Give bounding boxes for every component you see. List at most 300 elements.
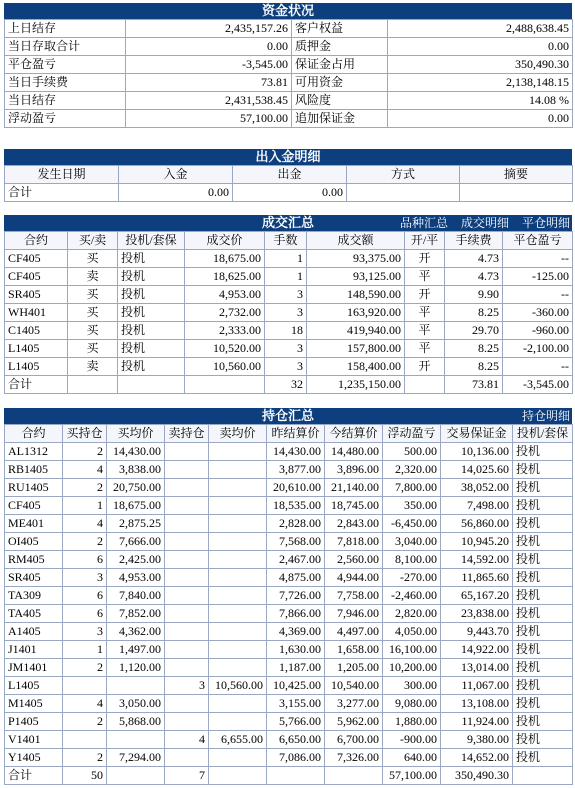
positions-cell bbox=[107, 731, 165, 749]
positions-cell: 7,498.00 bbox=[441, 497, 513, 515]
capital-value: 0.00 bbox=[126, 38, 292, 56]
table-row bbox=[5, 268, 573, 286]
positions-cell: 5,962.00 bbox=[325, 713, 383, 731]
positions-cell: 3 bbox=[63, 623, 107, 641]
positions-cell: RM405 bbox=[5, 551, 63, 569]
positions-cell: -2,460.00 bbox=[383, 587, 441, 605]
cashflow-total-summary bbox=[460, 184, 573, 202]
positions-cell bbox=[165, 497, 209, 515]
positions-cell: 7,758.00 bbox=[325, 587, 383, 605]
positions-cell: 9,443.70 bbox=[441, 623, 513, 641]
positions-table bbox=[4, 424, 573, 785]
trades-col-header: 成交额 bbox=[307, 232, 405, 250]
positions-cell: 18,675.00 bbox=[107, 497, 165, 515]
positions-cell bbox=[209, 569, 267, 587]
trades-cell: 3 bbox=[265, 340, 307, 358]
trades-cell: -960.00 bbox=[503, 322, 573, 340]
positions-cell: P1405 bbox=[5, 713, 63, 731]
positions-total-cell: 57,100.00 bbox=[383, 767, 441, 785]
cashflow-col-in: 入金 bbox=[119, 166, 233, 184]
trades-cell: 148,590.00 bbox=[307, 286, 405, 304]
trades-cell: 93,125.00 bbox=[307, 268, 405, 286]
trades-total-cell: 1,235,150.00 bbox=[307, 376, 405, 394]
positions-cell bbox=[165, 461, 209, 479]
positions-cell: 1,658.00 bbox=[325, 641, 383, 659]
table-row bbox=[5, 358, 573, 376]
positions-links bbox=[512, 408, 570, 424]
positions-cell: 3 bbox=[63, 569, 107, 587]
positions-col-header: 合约 bbox=[5, 425, 63, 443]
positions-total-cell: 7 bbox=[165, 767, 209, 785]
positions-cell: 2,320.00 bbox=[383, 461, 441, 479]
capital-value: 2,435,157.26 bbox=[126, 20, 292, 38]
positions-cell: 20,610.00 bbox=[267, 479, 325, 497]
positions-col-header: 卖均价 bbox=[209, 425, 267, 443]
table-row bbox=[5, 533, 573, 551]
trades-cell: L1405 bbox=[5, 340, 68, 358]
positions-cell: 4 bbox=[63, 461, 107, 479]
trades-title: 成交汇总 bbox=[261, 215, 314, 230]
trades-total-cell: 73.81 bbox=[445, 376, 503, 394]
trades-cell: 开 bbox=[405, 286, 445, 304]
trades-cell: 419,940.00 bbox=[307, 322, 405, 340]
positions-cell bbox=[209, 659, 267, 677]
trades-cell: 买 bbox=[68, 250, 118, 268]
trades-cell: 买 bbox=[68, 322, 118, 340]
positions-cell: 5,766.00 bbox=[267, 713, 325, 731]
positions-cell: 4 bbox=[63, 515, 107, 533]
capital-value: 0.00 bbox=[388, 110, 573, 128]
trades-cell: 4.73 bbox=[445, 250, 503, 268]
positions-cell: 7,294.00 bbox=[107, 749, 165, 767]
positions-col-header: 昨结算价 bbox=[267, 425, 325, 443]
capital-row bbox=[5, 56, 573, 74]
capital-row bbox=[5, 20, 573, 38]
positions-cell: 1,120.00 bbox=[107, 659, 165, 677]
trades-cell: -- bbox=[503, 250, 573, 268]
positions-cell: 56,860.00 bbox=[441, 515, 513, 533]
table-row bbox=[5, 659, 573, 677]
positions-cell: 1,880.00 bbox=[383, 713, 441, 731]
table-row bbox=[5, 497, 573, 515]
positions-title: 持仓汇总 bbox=[261, 408, 314, 423]
capital-label: 当日手续费 bbox=[5, 74, 126, 92]
trades-cell: -- bbox=[503, 286, 573, 304]
positions-cell: 2 bbox=[63, 533, 107, 551]
positions-cell: 3,838.00 bbox=[107, 461, 165, 479]
trades-cell: 投机 bbox=[118, 268, 185, 286]
trades-cell: 29.70 bbox=[445, 322, 503, 340]
table-row bbox=[5, 695, 573, 713]
trades-cell: 18,675.00 bbox=[185, 250, 265, 268]
trades-cell: -360.00 bbox=[503, 304, 573, 322]
positions-col-header: 买均价 bbox=[107, 425, 165, 443]
positions-cell: 7,666.00 bbox=[107, 533, 165, 551]
positions-cell: 14,652.00 bbox=[441, 749, 513, 767]
trades-cell: 投机 bbox=[118, 322, 185, 340]
trades-cell: 平 bbox=[405, 340, 445, 358]
positions-cell: 4 bbox=[165, 731, 209, 749]
trades-cell: CF405 bbox=[5, 268, 68, 286]
trades-cell: 1 bbox=[265, 250, 307, 268]
table-row bbox=[5, 569, 573, 587]
trades-cell: 投机 bbox=[118, 286, 185, 304]
trades-col-header: 平仓盈亏 bbox=[503, 232, 573, 250]
positions-cell bbox=[165, 749, 209, 767]
capital-value: 350,490.30 bbox=[388, 56, 573, 74]
positions-cell bbox=[165, 533, 209, 551]
positions-cell bbox=[165, 551, 209, 569]
positions-total-row bbox=[5, 767, 573, 785]
capital-row bbox=[5, 110, 573, 128]
capital-value: 14.08 % bbox=[388, 92, 573, 110]
trades-cell: 买 bbox=[68, 286, 118, 304]
positions-cell bbox=[165, 641, 209, 659]
cashflow-col-out: 出金 bbox=[233, 166, 347, 184]
positions-cell: 2,875.25 bbox=[107, 515, 165, 533]
positions-cell: 6,700.00 bbox=[325, 731, 383, 749]
positions-total-cell bbox=[107, 767, 165, 785]
positions-col-header: 交易保证金 bbox=[441, 425, 513, 443]
positions-cell: 14,922.00 bbox=[441, 641, 513, 659]
capital-value: 2,488,638.45 bbox=[388, 20, 573, 38]
positions-cell: 14,430.00 bbox=[267, 443, 325, 461]
positions-cell: JM1401 bbox=[5, 659, 63, 677]
trades-cell: 2,333.00 bbox=[185, 322, 265, 340]
cashflow-total-in: 0.00 bbox=[119, 184, 233, 202]
positions-cell: 10,945.20 bbox=[441, 533, 513, 551]
trades-cell: 买 bbox=[68, 340, 118, 358]
positions-cell: 10,200.00 bbox=[383, 659, 441, 677]
positions-cell: TA405 bbox=[5, 605, 63, 623]
positions-cell: 3,050.00 bbox=[107, 695, 165, 713]
positions-cell: 投机 bbox=[513, 623, 573, 641]
positions-col-header: 买持仓 bbox=[63, 425, 107, 443]
positions-cell: 7,326.00 bbox=[325, 749, 383, 767]
positions-cell: M1405 bbox=[5, 695, 63, 713]
trades-cell: 卖 bbox=[68, 268, 118, 286]
positions-cell bbox=[63, 677, 107, 695]
trades-col-header: 合约 bbox=[5, 232, 68, 250]
positions-cell: 16,100.00 bbox=[383, 641, 441, 659]
positions-cell: 13,014.00 bbox=[441, 659, 513, 677]
capital-row bbox=[5, 92, 573, 110]
positions-cell bbox=[165, 587, 209, 605]
positions-cell: 65,167.20 bbox=[441, 587, 513, 605]
trades-cell: 10,520.00 bbox=[185, 340, 265, 358]
positions-cell: 4,875.00 bbox=[267, 569, 325, 587]
positions-cell bbox=[209, 443, 267, 461]
trades-cell: 158,400.00 bbox=[307, 358, 405, 376]
positions-cell: 投机 bbox=[513, 641, 573, 659]
positions-cell: 投机 bbox=[513, 713, 573, 731]
positions-cell: 14,480.00 bbox=[325, 443, 383, 461]
capital-label: 质押金 bbox=[292, 38, 388, 56]
trades-cell: -125.00 bbox=[503, 268, 573, 286]
capital-table bbox=[4, 19, 573, 128]
capital-value: -3,545.00 bbox=[126, 56, 292, 74]
positions-cell: AL1312 bbox=[5, 443, 63, 461]
positions-cell: 6,655.00 bbox=[209, 731, 267, 749]
trades-col-header: 手续费 bbox=[445, 232, 503, 250]
positions-cell: 6 bbox=[63, 587, 107, 605]
trades-cell: 卖 bbox=[68, 358, 118, 376]
table-row bbox=[5, 286, 573, 304]
positions-cell: 2 bbox=[63, 659, 107, 677]
positions-cell: -900.00 bbox=[383, 731, 441, 749]
capital-label: 可用资金 bbox=[292, 74, 388, 92]
positions-cell: 投机 bbox=[513, 587, 573, 605]
positions-total-cell bbox=[267, 767, 325, 785]
positions-cell bbox=[165, 569, 209, 587]
link-product-summary[interactable]: 品种汇总 bbox=[399, 216, 448, 230]
trades-cell: WH401 bbox=[5, 304, 68, 322]
positions-cell: 5,868.00 bbox=[107, 713, 165, 731]
positions-cell: 14,592.00 bbox=[441, 551, 513, 569]
capital-value: 57,100.00 bbox=[126, 110, 292, 128]
trades-cell: 10,560.00 bbox=[185, 358, 265, 376]
positions-cell bbox=[63, 731, 107, 749]
positions-cell: 350.00 bbox=[383, 497, 441, 515]
cashflow-total-row bbox=[5, 184, 573, 202]
positions-cell bbox=[209, 479, 267, 497]
trades-header bbox=[4, 215, 572, 231]
capital-value: 0.00 bbox=[388, 38, 573, 56]
positions-cell: 38,052.00 bbox=[441, 479, 513, 497]
table-row bbox=[5, 749, 573, 767]
positions-cell bbox=[209, 587, 267, 605]
trades-total-cell bbox=[405, 376, 445, 394]
table-row bbox=[5, 515, 573, 533]
trades-cell: 3 bbox=[265, 286, 307, 304]
positions-cell bbox=[209, 713, 267, 731]
positions-cell: 9,380.00 bbox=[441, 731, 513, 749]
positions-total-cell: 50 bbox=[63, 767, 107, 785]
trades-cell: 18 bbox=[265, 322, 307, 340]
trades-col-header: 买/卖 bbox=[68, 232, 118, 250]
trades-col-header: 开/平 bbox=[405, 232, 445, 250]
trades-cell: 8.25 bbox=[445, 340, 503, 358]
positions-total-cell: 350,490.30 bbox=[441, 767, 513, 785]
positions-cell: 2,467.00 bbox=[267, 551, 325, 569]
capital-label: 风险度 bbox=[292, 92, 388, 110]
table-row bbox=[5, 731, 573, 749]
positions-cell: SR405 bbox=[5, 569, 63, 587]
trades-col-header: 投机/套保 bbox=[118, 232, 185, 250]
trades-total-row bbox=[5, 376, 573, 394]
capital-section bbox=[4, 3, 572, 128]
positions-cell: 10,560.00 bbox=[209, 677, 267, 695]
positions-cell: 投机 bbox=[513, 695, 573, 713]
positions-cell: 10,425.00 bbox=[267, 677, 325, 695]
positions-cell: Y1405 bbox=[5, 749, 63, 767]
link-position-detail[interactable]: 持仓明细 bbox=[521, 409, 570, 423]
positions-cell: 4,944.00 bbox=[325, 569, 383, 587]
positions-cell: 6,650.00 bbox=[267, 731, 325, 749]
table-row bbox=[5, 623, 573, 641]
positions-cell bbox=[165, 479, 209, 497]
trades-cell: CF405 bbox=[5, 250, 68, 268]
cashflow-header bbox=[4, 149, 572, 165]
positions-cell: ME401 bbox=[5, 515, 63, 533]
positions-cell: 4,362.00 bbox=[107, 623, 165, 641]
positions-col-header: 浮动盈亏 bbox=[383, 425, 441, 443]
cashflow-col-date: 发生日期 bbox=[5, 166, 119, 184]
positions-cell: 7,086.00 bbox=[267, 749, 325, 767]
positions-cell: 300.00 bbox=[383, 677, 441, 695]
trades-cell: 买 bbox=[68, 304, 118, 322]
positions-cell: 6 bbox=[63, 551, 107, 569]
positions-cell bbox=[165, 659, 209, 677]
table-row bbox=[5, 641, 573, 659]
positions-cell: 1,205.00 bbox=[325, 659, 383, 677]
positions-cell: 4,497.00 bbox=[325, 623, 383, 641]
positions-cell: 11,865.60 bbox=[441, 569, 513, 587]
table-row bbox=[5, 461, 573, 479]
trades-cell: 投机 bbox=[118, 340, 185, 358]
table-row bbox=[5, 340, 573, 358]
trades-cell: C1405 bbox=[5, 322, 68, 340]
positions-cell: 4,953.00 bbox=[107, 569, 165, 587]
positions-cell: 2,843.00 bbox=[325, 515, 383, 533]
positions-cell: 3 bbox=[165, 677, 209, 695]
positions-cell bbox=[165, 605, 209, 623]
positions-col-header: 卖持仓 bbox=[165, 425, 209, 443]
trades-cell: 9.90 bbox=[445, 286, 503, 304]
positions-cell: 投机 bbox=[513, 515, 573, 533]
positions-cell bbox=[209, 749, 267, 767]
trades-total-cell: -3,545.00 bbox=[503, 376, 573, 394]
table-row bbox=[5, 587, 573, 605]
positions-cell: 20,750.00 bbox=[107, 479, 165, 497]
positions-cell: 640.00 bbox=[383, 749, 441, 767]
positions-cell: 2 bbox=[63, 713, 107, 731]
trades-cell: -2,100.00 bbox=[503, 340, 573, 358]
cashflow-total-label: 合计 bbox=[5, 184, 119, 202]
capital-value: 73.81 bbox=[126, 74, 292, 92]
trades-cell: -- bbox=[503, 358, 573, 376]
positions-cell: 投机 bbox=[513, 659, 573, 677]
table-row bbox=[5, 551, 573, 569]
trades-total-cell bbox=[68, 376, 118, 394]
positions-total-cell: 合计 bbox=[5, 767, 63, 785]
capital-label: 客户权益 bbox=[292, 20, 388, 38]
trades-col-header: 手数 bbox=[265, 232, 307, 250]
positions-cell bbox=[107, 677, 165, 695]
positions-cell: 18,535.00 bbox=[267, 497, 325, 515]
capital-row bbox=[5, 38, 573, 56]
positions-cell: 投机 bbox=[513, 461, 573, 479]
trades-cell: 1 bbox=[265, 268, 307, 286]
positions-cell: 4,369.00 bbox=[267, 623, 325, 641]
positions-cell bbox=[209, 641, 267, 659]
positions-cell: 11,067.00 bbox=[441, 677, 513, 695]
cashflow-total-out: 0.00 bbox=[233, 184, 347, 202]
positions-cell: 投机 bbox=[513, 605, 573, 623]
positions-cell bbox=[165, 515, 209, 533]
positions-cell: 2,560.00 bbox=[325, 551, 383, 569]
positions-cell: 1,187.00 bbox=[267, 659, 325, 677]
trades-cell: 平 bbox=[405, 322, 445, 340]
cashflow-section bbox=[4, 149, 572, 202]
trades-col-header: 成交价 bbox=[185, 232, 265, 250]
link-trade-detail[interactable]: 成交明细 bbox=[460, 216, 509, 230]
positions-cell: 7,568.00 bbox=[267, 533, 325, 551]
positions-cell: 投机 bbox=[513, 443, 573, 461]
positions-total-cell bbox=[325, 767, 383, 785]
positions-cell: 7,866.00 bbox=[267, 605, 325, 623]
positions-cell: -6,450.00 bbox=[383, 515, 441, 533]
trades-cell: 3 bbox=[265, 358, 307, 376]
trades-cell: 投机 bbox=[118, 304, 185, 322]
positions-cell: 3,896.00 bbox=[325, 461, 383, 479]
cashflow-col-method: 方式 bbox=[347, 166, 460, 184]
capital-label: 上日结存 bbox=[5, 20, 126, 38]
positions-cell: 投机 bbox=[513, 551, 573, 569]
trades-cell: 4.73 bbox=[445, 268, 503, 286]
positions-cell: A1405 bbox=[5, 623, 63, 641]
trades-cell: 4,953.00 bbox=[185, 286, 265, 304]
table-row bbox=[5, 479, 573, 497]
trades-cell: 平 bbox=[405, 304, 445, 322]
positions-cell: 9,080.00 bbox=[383, 695, 441, 713]
positions-cell: L1405 bbox=[5, 677, 63, 695]
link-close-detail[interactable]: 平仓明细 bbox=[521, 216, 570, 230]
positions-cell: 投机 bbox=[513, 533, 573, 551]
trades-cell: 投机 bbox=[118, 250, 185, 268]
capital-value: 2,431,538.45 bbox=[126, 92, 292, 110]
positions-cell: 23,838.00 bbox=[441, 605, 513, 623]
positions-cell bbox=[209, 533, 267, 551]
positions-cell: 投机 bbox=[513, 731, 573, 749]
trades-total-cell: 32 bbox=[265, 376, 307, 394]
positions-cell: 10,136.00 bbox=[441, 443, 513, 461]
positions-cell bbox=[209, 551, 267, 569]
positions-cell: CF405 bbox=[5, 497, 63, 515]
positions-cell bbox=[209, 605, 267, 623]
positions-cell: 2 bbox=[63, 479, 107, 497]
positions-cell bbox=[165, 443, 209, 461]
trades-cell: 157,800.00 bbox=[307, 340, 405, 358]
table-row bbox=[5, 250, 573, 268]
positions-cell: 21,140.00 bbox=[325, 479, 383, 497]
positions-cell: 2,820.00 bbox=[383, 605, 441, 623]
positions-cell: 1,630.00 bbox=[267, 641, 325, 659]
positions-cell: 11,924.00 bbox=[441, 713, 513, 731]
capital-label: 保证金占用 bbox=[292, 56, 388, 74]
trades-cell: L1405 bbox=[5, 358, 68, 376]
positions-cell: RU1405 bbox=[5, 479, 63, 497]
table-row bbox=[5, 713, 573, 731]
positions-cell: 投机 bbox=[513, 479, 573, 497]
trades-cell: SR405 bbox=[5, 286, 68, 304]
trades-total-cell: 合计 bbox=[5, 376, 68, 394]
positions-cell: 4,050.00 bbox=[383, 623, 441, 641]
positions-cell: 13,108.00 bbox=[441, 695, 513, 713]
positions-cell: 2,828.00 bbox=[267, 515, 325, 533]
positions-cell: RB1405 bbox=[5, 461, 63, 479]
capital-label: 当日结存 bbox=[5, 92, 126, 110]
table-row bbox=[5, 443, 573, 461]
trades-total-cell bbox=[118, 376, 185, 394]
positions-cell bbox=[209, 695, 267, 713]
positions-cell: 7,840.00 bbox=[107, 587, 165, 605]
trades-cell: 开 bbox=[405, 358, 445, 376]
positions-col-header: 投机/套保 bbox=[513, 425, 573, 443]
table-row bbox=[5, 322, 573, 340]
positions-cell bbox=[209, 461, 267, 479]
positions-header bbox=[4, 408, 572, 424]
